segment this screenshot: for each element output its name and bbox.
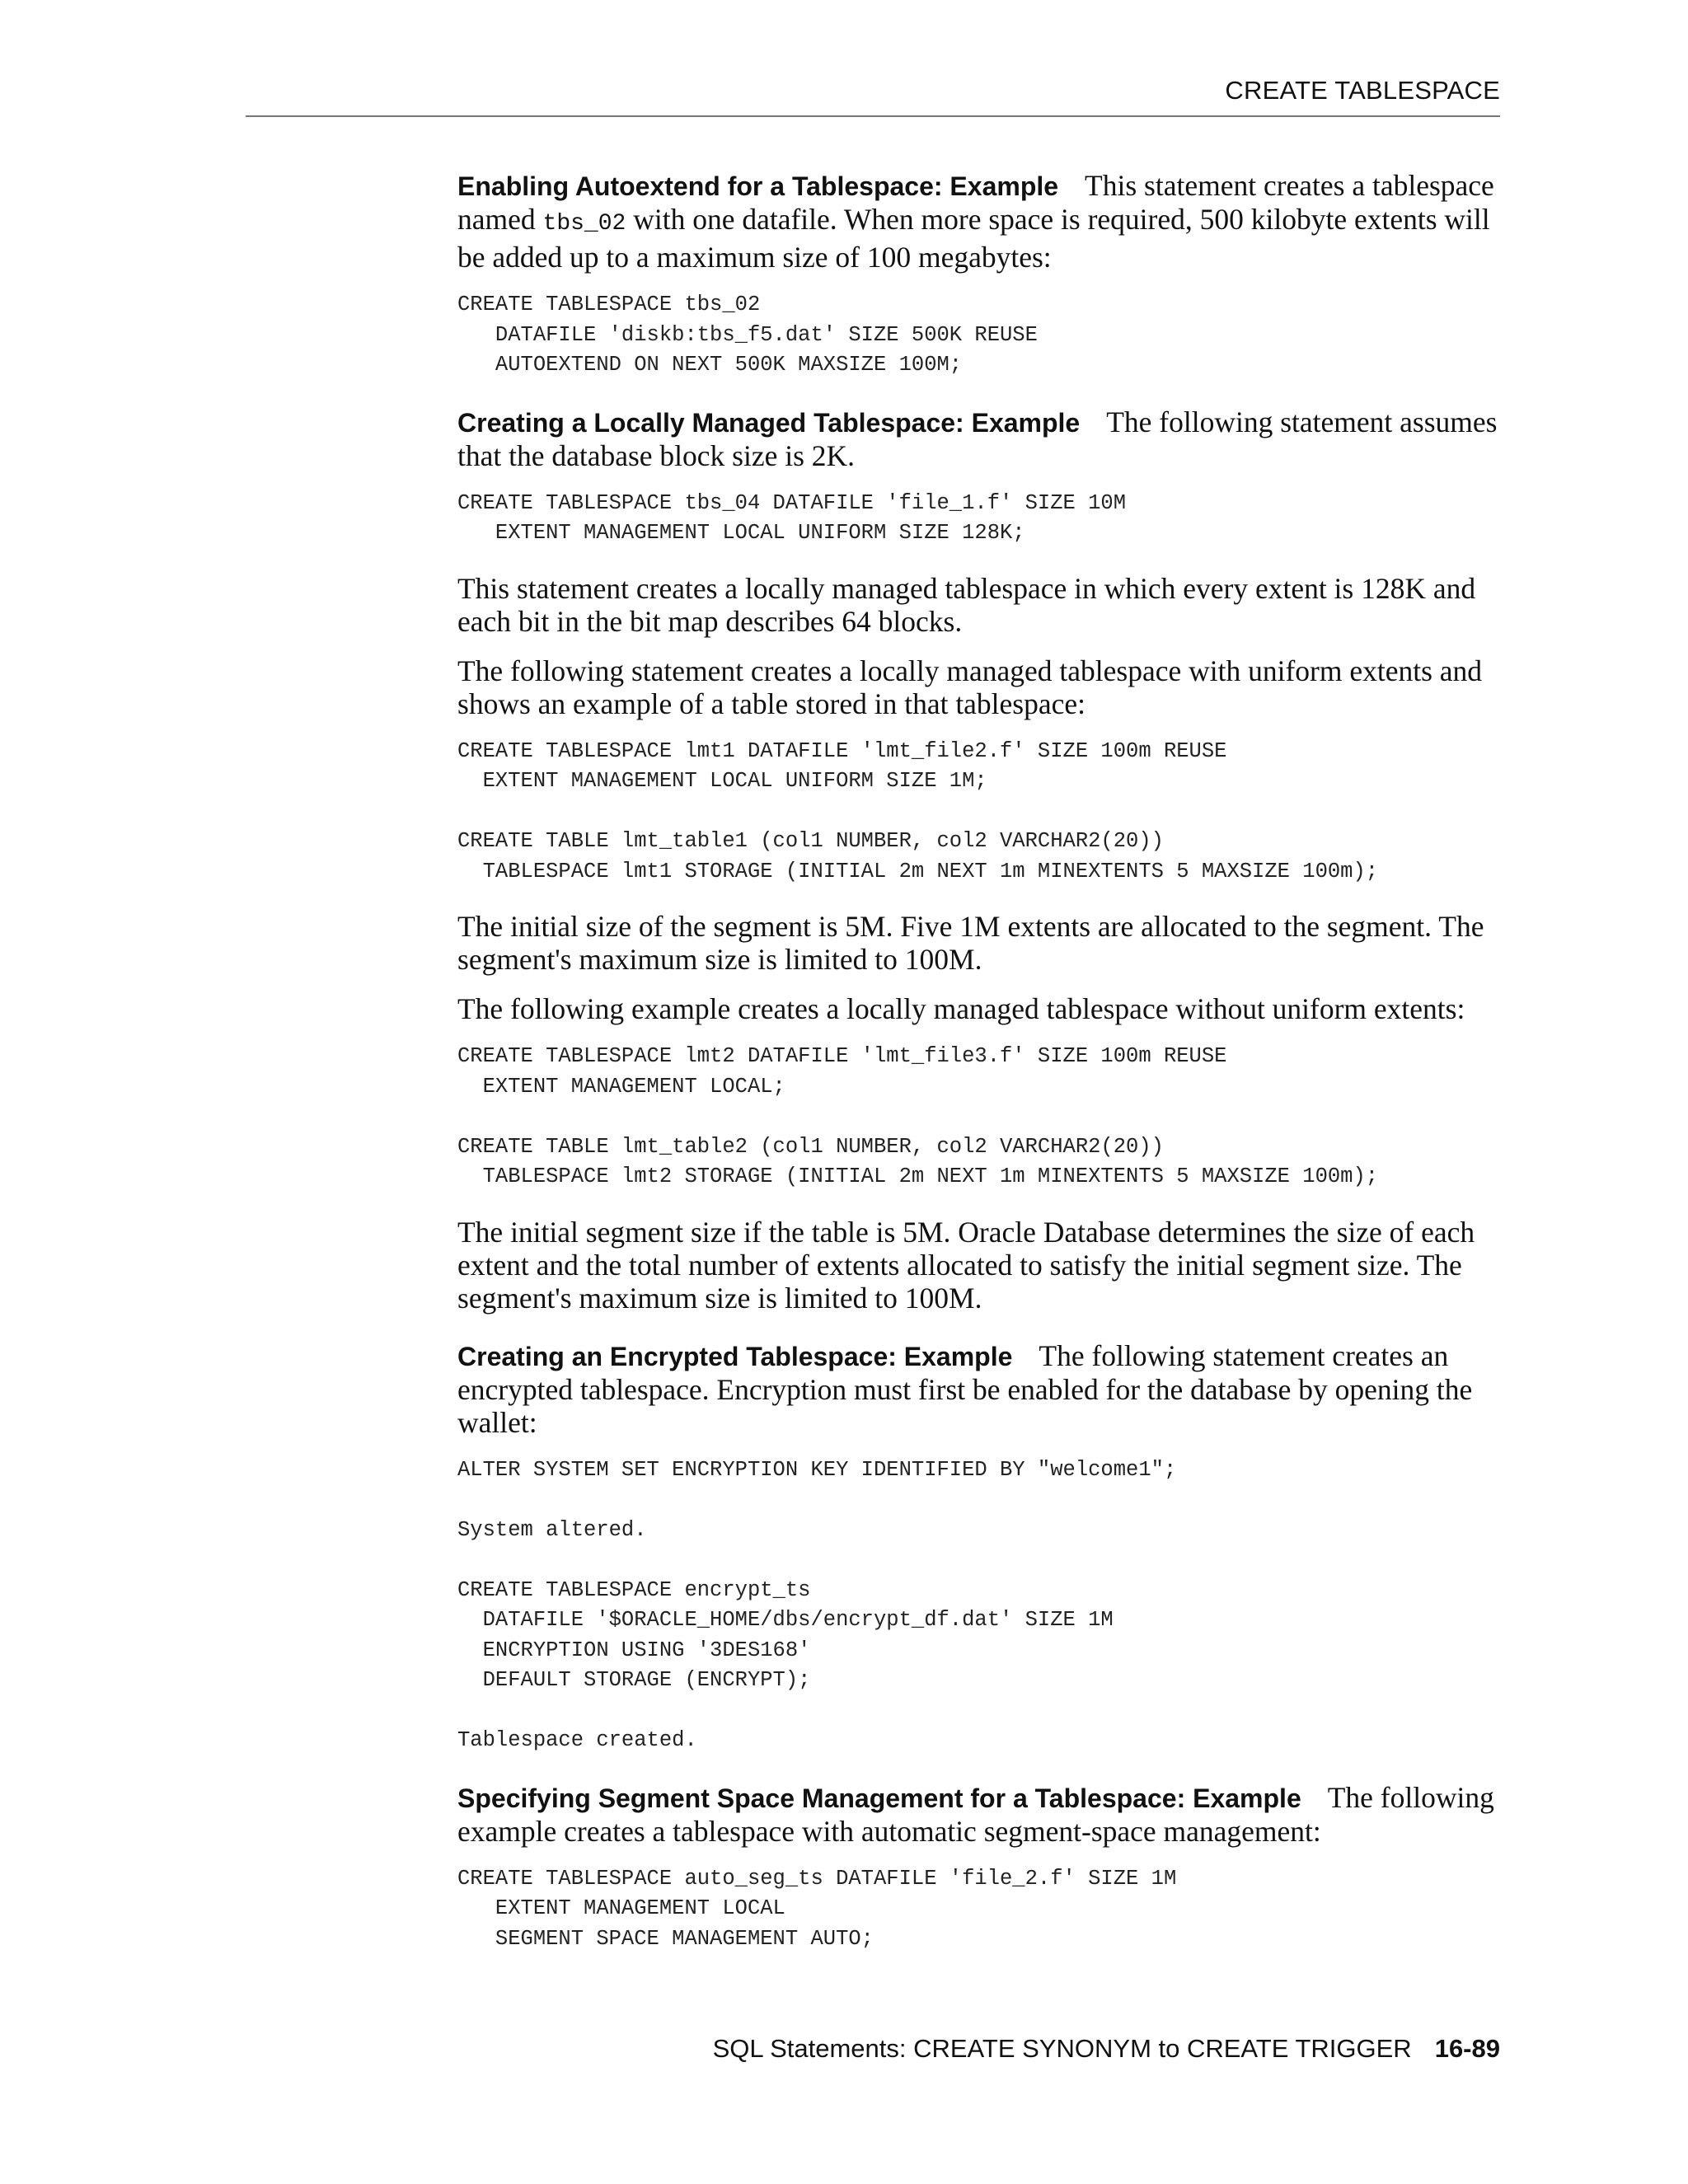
- locally-managed-code-3: CREATE TABLESPACE lmt2 DATAFILE 'lmt_file3.f' SIZE 100m REUSE EXTENT MANAGEMENT LOCAL; CREATE TABLE lmt_table2 (col1 NUMBER, col2 VARCHAR2(20)) TABLESPACE lmt2 STORAGE (INITIAL 2m NEXT 1m MINEXTENTS 5 MAXSIZE 100m);: [457, 1044, 1379, 1188]
- running-header-title: CREATE TABLESPACE: [1225, 76, 1500, 105]
- locally-managed-para-3: The initial size of the segment is 5M. Five 1M extents are allocated to the segment. The segment's maximum size is limited to 100M.: [457, 910, 1484, 976]
- segment-space-code-block: CREATE TABLESPACE auto_seg_ts DATAFILE 'file_2.f' SIZE 1M EXTENT MANAGEMENT LOCAL SEGMENT SPACE MANAGEMENT AUTO;: [457, 1866, 1177, 1951]
- page-footer: [713, 2034, 1500, 2064]
- footer-book-title: SQL Statements: CREATE SYNONYM to CREATE TRIGGER: [712, 2034, 1412, 2063]
- locally-managed-code-2: CREATE TABLESPACE lmt1 DATAFILE 'lmt_file2.f' SIZE 100m REUSE EXTENT MANAGEMENT LOCAL UNIFORM SIZE 1M; CREATE TABLE lmt_table1 (col1 NUMBER, col2 VARCHAR2(20)) TABLESPACE lmt1 STORAGE (INITIAL 2m NEXT 1m MINEXTENTS 5 MAXSIZE 100m);: [457, 738, 1379, 883]
- autoextend-intro: [457, 169, 1504, 274]
- encrypted-intro-text: The following statement creates an encrypted tablespace. Encryption must first be enabled for the database by opening the wallet:: [457, 1338, 1473, 1439]
- autoextend-text-after: with one datafile. When more space is required, 500 kilobyte extents will be added up to a maximum size of 100 megabytes:: [457, 203, 1490, 274]
- page-content: [457, 169, 1504, 1977]
- autoextend-text-before: This statement creates a tablespace named: [457, 169, 1494, 236]
- segment-space-intro: [457, 1781, 1504, 1848]
- autoextend-heading: Enabling Autoextend for a Tablespace: Example: [457, 171, 1059, 201]
- encrypted-code-block: ALTER SYSTEM SET ENCRYPTION KEY IDENTIFIED BY "welcome1"; System altered. CREATE TABLESPACE encrypt_ts DATAFILE '$ORACLE_HOME/dbs/encrypt_df.dat' SIZE 1M ENCRYPTION USING '3DES168' DEFAULT STORAGE (ENCRYPT); Tablespace created.: [457, 1457, 1177, 1752]
- locally-managed-code-1: CREATE TABLESPACE tbs_04 DATAFILE 'file_1.f' SIZE 10M EXTENT MANAGEMENT LOCAL UNIFORM SIZE 128K;: [457, 490, 1127, 545]
- example-segment-space: [457, 1781, 1504, 1955]
- locally-managed-intro-text: The following statement assumes that the database block size is 2K.: [457, 405, 1498, 472]
- example-locally-managed: [457, 405, 1504, 1315]
- encrypted-heading: Creating an Encrypted Tablespace: Example: [457, 1341, 1013, 1371]
- segment-space-intro-text: The following example creates a tablespace with automatic segment-space management:: [457, 1780, 1494, 1848]
- page-header: [246, 73, 1500, 117]
- locally-managed-para-4: The following example creates a locally managed tablespace without uniform extents:: [457, 992, 1465, 1025]
- example-encrypted: [457, 1339, 1504, 1756]
- locally-managed-para-5: The initial segment size if the table is 5M. Oracle Database determines the size of each extent and the total number of extents allocated to satisfy the initial segment size. The segment's maximum size is limited to 100M.: [457, 1215, 1475, 1315]
- autoextend-code-block: CREATE TABLESPACE tbs_02 DATAFILE 'diskb:tbs_f5.dat' SIZE 500K REUSE AUTOEXTEND ON NEXT 500K MAXSIZE 100M;: [457, 293, 1038, 377]
- encrypted-intro: [457, 1339, 1504, 1439]
- example-autoextend: [457, 169, 1504, 381]
- locally-managed-heading: Creating a Locally Managed Tablespace: Example: [457, 407, 1081, 438]
- locally-managed-para-2: The following statement creates a locally managed tablespace with uniform extents and shows an example of a table stored in that tablespace:: [457, 654, 1483, 720]
- locally-managed-para-1: This statement creates a locally managed tablespace in which every extent is 128K and each bit in the bit map describes 64 blocks.: [457, 571, 1476, 638]
- footer-page-number: 16-89: [1434, 2034, 1500, 2063]
- autoextend-inline-code: tbs_02: [542, 211, 626, 237]
- segment-space-heading: Specifying Segment Space Management for a Tablespace: Example: [457, 1783, 1301, 1813]
- locally-managed-intro: [457, 405, 1504, 472]
